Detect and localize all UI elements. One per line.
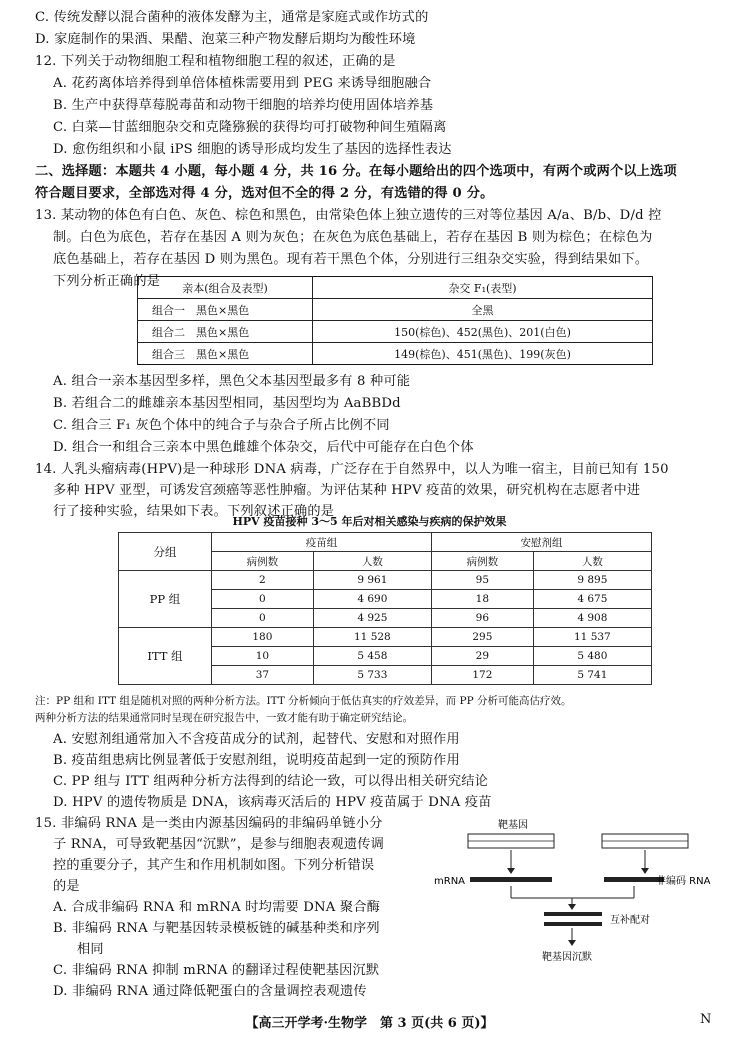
q15-option-d: D. 非编码 RNA 通过降低靶蛋白的含量调控表观遗传 xyxy=(53,984,367,999)
q13-stem-4: 下列分析正确的是 xyxy=(53,274,161,289)
table-row xyxy=(138,299,653,321)
table-cell: 0 xyxy=(212,609,314,628)
table-cell: 4 690 xyxy=(313,590,431,609)
label-complementary-pairing: 互补配对 xyxy=(610,915,650,926)
q12-stem: 12. 下列关于动物细胞工程和植物细胞工程的叙述，正确的是 xyxy=(35,54,396,69)
q14-option-d: D. HPV 的遗传物质是 DNA，该病毒灭活后的 HPV 疫苗属于 DNA 疫苗 xyxy=(53,795,492,810)
q13-stem-3: 底色基础上，若存在基因 D 则为黑色。现有若干黑色个体，分别进行三组杂交实验，得到结果如下。 xyxy=(53,252,649,267)
table-cell: 96 xyxy=(431,609,533,628)
cross-results-table xyxy=(137,276,653,365)
hpv-table-title: HPV 疫苗接种 3～5 年后对相关感染与疾病的保护效果 xyxy=(232,515,507,528)
section-2-heading-cont: 符合题目要求，全部选对得 4 分，选对但不全的得 2 分，有选错的得 0 分。 xyxy=(35,186,494,201)
table-header-cell: 病例数 xyxy=(431,552,533,571)
label-target-gene-silencing: 靶基因沉默 xyxy=(542,952,592,963)
q12-option-b: B. 生产中获得草莓脱毒苗和动物干细胞的培养均使用固体培养基 xyxy=(53,98,434,113)
arrow-head xyxy=(641,868,649,874)
table-cell: 组合二 黑色×黑色 xyxy=(138,321,313,343)
table-row xyxy=(119,628,652,647)
table-cell: 295 xyxy=(431,628,533,647)
table-header-row xyxy=(138,277,653,299)
table-header-cell: 亲本(组合及表型) xyxy=(138,277,313,299)
q14-stem-2: 多种 HPV 亚型，可诱发宫颈癌等恶性肿瘤。为评估某种 HPV 疫苗的效果，研究机构在志愿者中进 xyxy=(53,483,641,498)
table-cell: 5 741 xyxy=(533,666,651,685)
q13-option-b: B. 若组合二的雌雄亲本基因型相同，基因型均为 AaBBDd xyxy=(53,396,401,411)
table-row xyxy=(138,343,653,365)
table-cell: 0 xyxy=(212,590,314,609)
q14-stem-3: 行了接种实验，结果如下表。下列叙述正确的是 xyxy=(53,504,335,519)
ncrna-strand xyxy=(604,877,664,882)
arrow-head xyxy=(507,868,515,874)
table-note-2: 两种分析方法的结果通常同时呈现在研究报告中，一致才能有助于确定研究结论。 xyxy=(35,712,413,724)
paired-strand-top xyxy=(544,912,602,916)
label-ncrna: 非编码 RNA xyxy=(656,876,711,887)
table-row xyxy=(138,321,653,343)
hpv-results-table xyxy=(118,532,652,685)
q13-option-a: A. 组合一亲本基因型多样，黑色父本基因型最多有 8 种可能 xyxy=(53,374,411,389)
table-cell: 2 xyxy=(212,571,314,590)
table-cell: 150(棕色)、452(黑色)、201(白色) xyxy=(313,321,653,343)
table-header-cell: 病例数 xyxy=(212,552,314,571)
q15-option-b: B. 非编码 RNA 与靶基因转录模板链的碱基种类和序列 xyxy=(53,921,380,936)
table-header-cell: 人数 xyxy=(313,552,431,571)
table-cell: 4 925 xyxy=(313,609,431,628)
q13-stem-2: 制。白色为底色，若存在基因 A 则为灰色；在灰色为底色基础上，若存在基因 B 则为棕色；在棕色为 xyxy=(53,230,653,245)
table-cell: 5 458 xyxy=(313,647,431,666)
q13-option-c: C. 组合三 F₁ 灰色个体中的纯合子与杂合子所占比例不同 xyxy=(53,418,390,433)
q14-option-a: A. 安慰剂组通常加入不含疫苗成分的试剂，起替代、安慰和对照作用 xyxy=(53,732,460,747)
table-cell: 5 733 xyxy=(313,666,431,685)
table-cell: 4 908 xyxy=(533,609,651,628)
table-note-1: 注：PP 组和 ITT 组是随机对照的两种分析方法。ITT 分析倾向于低估真实的疗效差异，而 PP 分析可能高估疗效。 xyxy=(35,695,572,707)
q14-option-c: C. PP 组与 ITT 组两种分析方法得到的结论一致，可以得出相关研究结论 xyxy=(53,774,489,789)
arrow-head xyxy=(568,940,576,946)
table-cell: 组合一 黑色×黑色 xyxy=(138,299,313,321)
table-cell: 11 537 xyxy=(533,628,651,647)
q12-option-d: D. 愈伤组织和小鼠 iPS 细胞的诱导形成均发生了基因的选择性表达 xyxy=(53,142,452,157)
table-cell: 4 675 xyxy=(533,590,651,609)
q12-option-c: C. 白菜—甘蓝细胞杂交和克隆猕猴的获得均可打破物种间生殖隔离 xyxy=(53,120,447,135)
table-cell: 180 xyxy=(212,628,314,647)
table-cell: ITT 组 xyxy=(119,628,212,685)
q15-option-b-cont: 相同 xyxy=(77,942,104,957)
q15-stem-2: 子 RNA，可导致靶基因“沉默”，是参与细胞表观遗传调 xyxy=(53,837,385,852)
table-cell: 11 528 xyxy=(313,628,431,647)
q15-stem-4: 的是 xyxy=(53,879,80,894)
label-target-gene: 靶基因 xyxy=(498,820,528,831)
q15-stem: 15. 非编码 RNA 是一类由内源基因编码的非编码单链小分 xyxy=(35,816,383,831)
table-cell: 9 961 xyxy=(313,571,431,590)
q12-option-a: A. 花药离体培养得到单倍体植株需要用到 PEG 来诱导细胞融合 xyxy=(53,76,432,91)
table-cell: 10 xyxy=(212,647,314,666)
table-cell: 149(棕色)、451(黑色)、199(灰色) xyxy=(313,343,653,365)
version-mark: N xyxy=(700,1012,712,1027)
table-cell: 172 xyxy=(431,666,533,685)
table-header-cell: 疫苗组 xyxy=(212,533,432,552)
q13-option-d: D. 组合一和组合三亲本中黑色雌雄个体杂交，后代中可能存在白色个体 xyxy=(53,440,474,455)
table-row xyxy=(119,571,652,590)
q15-option-a: A. 合成非编码 RNA 和 mRNA 时均需要 DNA 聚合酶 xyxy=(53,900,381,915)
paired-strand-bottom xyxy=(544,922,602,926)
table-header-cell: 杂交 F₁(表型) xyxy=(313,277,653,299)
q15-stem-3: 控的重要分子，其产生和作用机制如图。下列分析错误 xyxy=(53,858,375,873)
table-cell: 全黑 xyxy=(313,299,653,321)
mrna-strand xyxy=(470,877,552,882)
q11-option-d: D. 家庭制作的果酒、果醋、泡菜三种产物发酵后期均为酸性环境 xyxy=(35,32,416,47)
q11-option-c: C. 传统发酵以混合菌种的液体发酵为主，通常是家庭式或作坊式的 xyxy=(35,10,429,25)
table-header-cell: 安慰剂组 xyxy=(431,533,651,552)
table-header-row xyxy=(119,533,652,552)
table-cell: PP 组 xyxy=(119,571,212,628)
page-footer: 【高三开学考·生物学 第 3 页(共 6 页)】 xyxy=(245,1016,494,1031)
table-cell: 5 480 xyxy=(533,647,651,666)
table-cell: 18 xyxy=(431,590,533,609)
label-mrna: mRNA xyxy=(434,876,466,887)
table-cell: 组合三 黑色×黑色 xyxy=(138,343,313,365)
table-cell: 95 xyxy=(431,571,533,590)
table-header-cell: 人数 xyxy=(533,552,651,571)
q13-stem: 13. 某动物的体色有白色、灰色、棕色和黑色，由常染色体上独立遗传的三对等位基因 A/a、B/b、D/d 控 xyxy=(35,208,662,223)
q14-option-b: B. 疫苗组患病比例显著低于安慰剂组，说明疫苗起到一定的预防作用 xyxy=(53,753,460,768)
q15-option-c: C. 非编码 RNA 抑制 mRNA 的翻译过程使靶基因沉默 xyxy=(53,963,380,978)
section-2-heading: 二、选择题：本题共 4 小题，每小题 4 分，共 16 分。在每小题给出的四个选项中，有两个或两个以上选项 xyxy=(35,164,677,179)
table-cell: 29 xyxy=(431,647,533,666)
table-cell: 9 895 xyxy=(533,571,651,590)
table-header-cell: 分组 xyxy=(119,533,212,571)
arrow-head xyxy=(568,904,576,910)
table-cell: 37 xyxy=(212,666,314,685)
q14-stem: 14. 人乳头瘤病毒(HPV)是一种球形 DNA 病毒，广泛存在于自然界中，以人为唯一宿主，目前已知有 150 xyxy=(35,462,669,477)
ncrna-mechanism-figure xyxy=(420,814,720,964)
